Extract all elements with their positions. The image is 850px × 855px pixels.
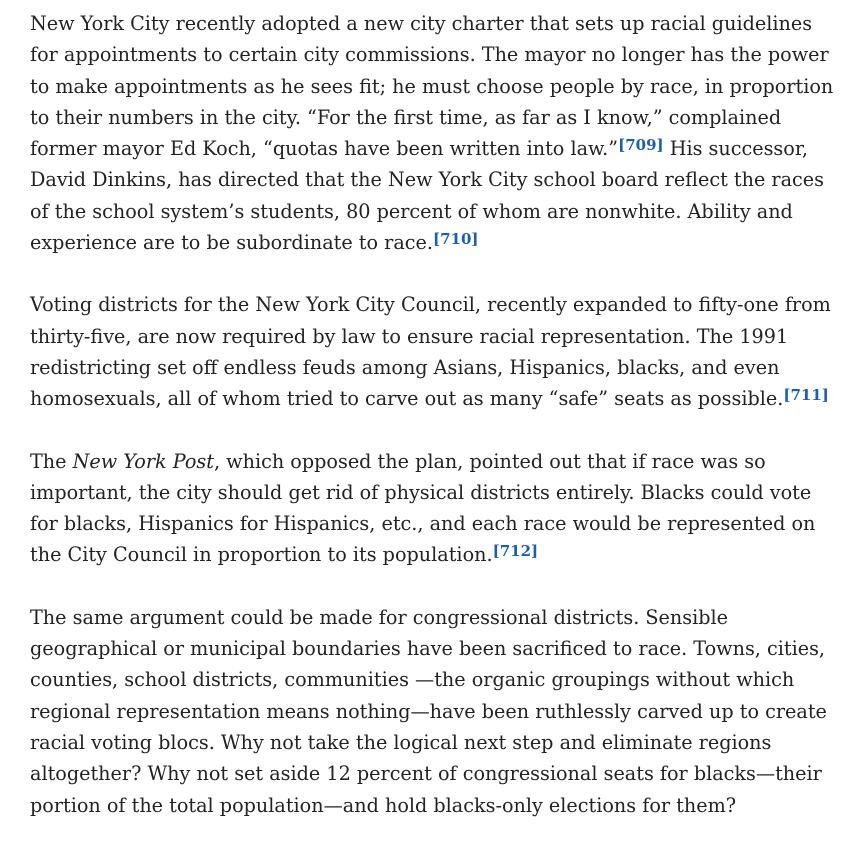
document-body [30, 8, 842, 821]
publication-title: New York Post [72, 449, 214, 473]
paragraph-text: The [30, 449, 73, 473]
paragraph-text: His successor, David Dinkins, has directed that the New York City school board reflect the races of the school system’s students, 80 percent of whom are nonwhite. Ability and experience are to be subordinate to race. [30, 137, 824, 255]
paragraph-text: The same argument could be made for congressional districts. Sensible geographical or municipal boundaries have been sacrificed to race. Towns, cities, counties, school districts, communities —the organic groupings without which regional representation means nothing—have been ruthlessly carved up to create racial voting blocs. Why not take the logical next step and eliminate regions altogether? Why not set aside 12 percent of congressional seats for blacks—their portion of the total population—and hold blacks-only elections for them? [30, 605, 827, 817]
paragraph-text: , which opposed the plan, pointed out that if race was so important, the city should get rid of physical districts entirely. Blacks could vote for blacks, Hispanics for Hispanics, etc., and each race would be represented on the City Council in proportion to its population. [30, 449, 816, 567]
footnote-link-710[interactable]: [710] [432, 230, 479, 249]
paragraph-charter [30, 8, 842, 258]
paragraph-congressional-districts [30, 602, 842, 821]
footnote-link-712[interactable]: [712] [492, 542, 539, 561]
footnote-link-709[interactable]: [709] [618, 136, 664, 155]
paragraph-text: Voting districts for the New York City Council, recently expanded to fifty-one from thirty-five, are now required by law to ensure racial representation. The 1991 redistricting set off endless feuds among Asians, Hispanics, blacks, and even homosexuals, all of whom tried to carve out as many “safe” seats as possible. [30, 293, 831, 411]
paragraph-new-york-post [30, 446, 842, 571]
paragraph-voting-districts [30, 289, 842, 414]
footnote-link-711[interactable]: [711] [783, 386, 829, 405]
paragraph-text: New York City recently adopted a new city charter that sets up racial guidelines for appointments to certain city commissions. The mayor no longer has the power to make appointments as he sees fit; he must choose people by race, in proportion to their numbers in the city. “For the first time, as far as I know,” complained former mayor Ed Koch, “quotas have been written into law.” [30, 12, 834, 161]
